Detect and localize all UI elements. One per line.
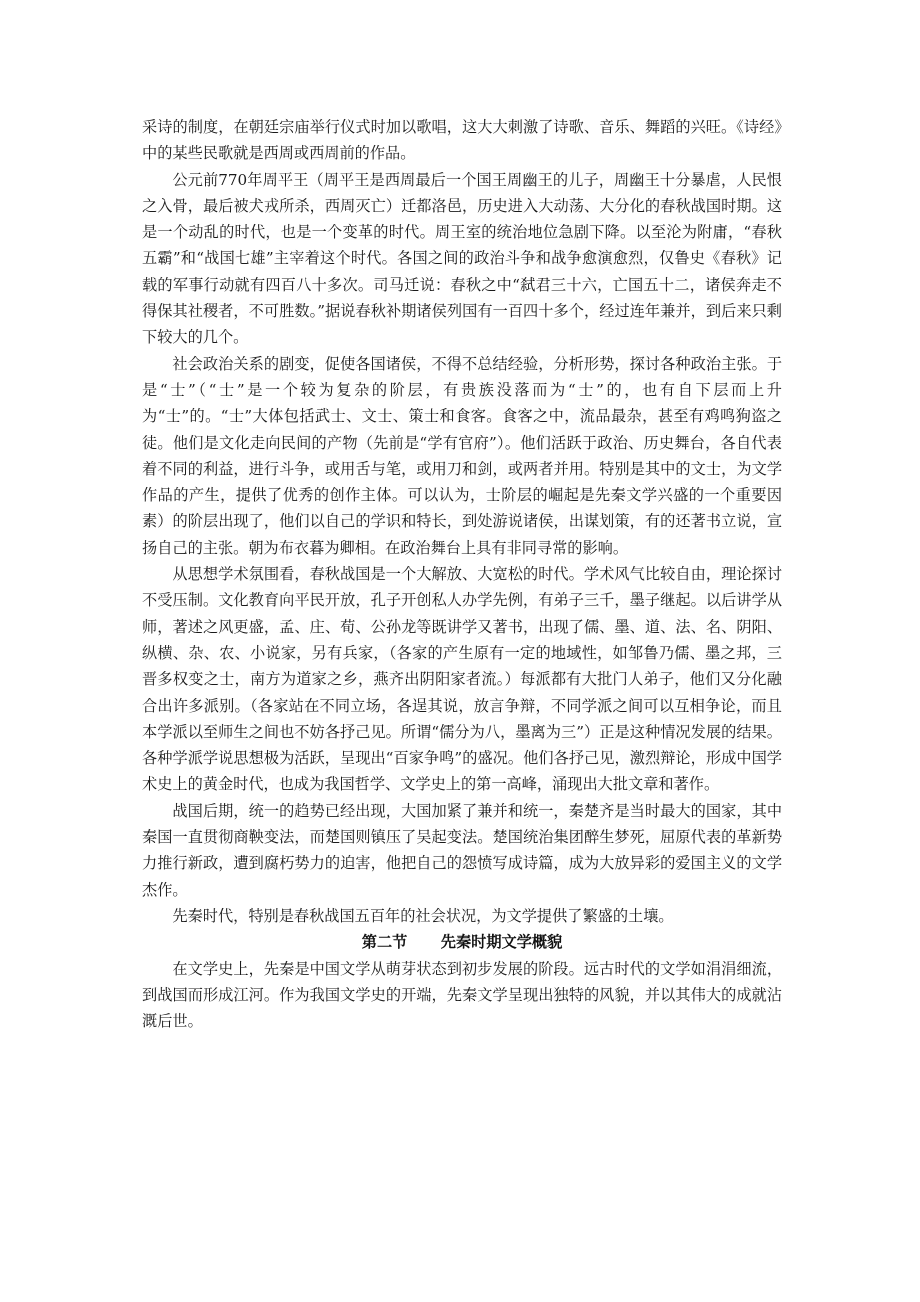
- section-heading: [142, 929, 782, 955]
- section-number: 第二节: [361, 933, 408, 952]
- paragraph-zhou-ping-wang: 公元前770年周平王（周平王是西周最后一个国王周幽王的儿子，周幽王十分暴虐，人民恨之入骨，最后被犬戎所杀，西周灭亡）迁都洛邑，历史进入大动荡、大分化的春秋战国时期。这是一个动乱的时代，也是一个变革的时代。周王室的统治地位急剧下降。以至沦为附庸，“春秋五霸”和“战国七雄”主宰着这个时代。各国之间的政治斗争和战争愈演愈烈，仅鲁史《春秋》记载的军事行动就有四百八十多次。司马迁说：春秋之中“弑君三十六，亡国五十二，诸侯奔走不得保其社稷者，不可胜数。”据说春秋补期诸侯列国有一百四十多个，经过连年兼并，到后来只剩下较大的几个。: [142, 170, 782, 347]
- paragraph-late-warring-states: 战国后期，统一的趋势已经出现，大国加紧了兼并和统一，秦楚齐是当时最大的国家，其中秦国一直贯彻商鞅变法，而楚国则镇压了吴起变法。楚国统治集团醉生梦死，屈原代表的革新势力推行新政，遭到腐朽势力的迫害，他把自己的怨愤写成诗篇，成为大放异彩的爱国主义的文学杰作。: [142, 801, 782, 899]
- paragraph-shi-class: 社会政治关系的剧变，促使各国诸侯，不得不总结经验，分析形势，探讨各种政治主张。于是“士”（“士”是一个较为复杂的阶层，有贵族没落而为“士”的，也有自下层而上升为“士”的。“士”大体包括武士、文士、策士和食客。食客之中，流品最杂，甚至有鸡鸣狗盗之徒。他们是文化走向民间的产物（先前是“学有官府”）。他们活跃于政治、历史舞台，各自代表着不同的利益，进行斗争，或用舌与笔，或用刀和剑，或两者并用。特别是其中的文士，为文学作品的产生，提供了优秀的创作主体。可以认为，士阶层的崛起是先秦文学兴盛的一个重要因素）的阶层出现了，他们以自己的学识和特长，到处游说诸侯，出谋划策，有的还著书立说，宣扬自己的主张。朝为布衣暮为卿相。在政治舞台上具有非同寻常的影响。: [142, 354, 782, 557]
- paragraph-continued: 采诗的制度，在朝廷宗庙举行仪式时加以歌唱，这大大刺激了诗歌、音乐、舞蹈的兴旺。《诗经》中的某些民歌就是西周或西周前的作品。: [142, 118, 782, 163]
- paragraph-summary: 先秦时代，特别是春秋战国五百年的社会状况，为文学提供了繁盛的土壤。: [172, 906, 674, 925]
- paragraph-hundred-schools: 从思想学术氛围看，春秋战国是一个大解放、大宽松的时代。学术风气比较自由，理论探讨不受压制。文化教育向平民开放，孔子开创私人办学先例，有弟子三千，墨子继起。以后讲学从师，著述之风更盛，孟、庄、荀、公孙龙等既讲学又著书，出现了儒、墨、道、法、名、阴阳、纵横、杂、农、小说家，另有兵家，（各家的产生原有一定的地域性，如邹鲁乃儒、墨之邦，三晋多权变之士，南方为道家之乡，燕齐出阴阳家者流。）每派都有大批门人弟子，他们又分化融合出许多派别。（各家站在不同立场，各逞其说，放言争辩，不同学派之间可以互相争论，而且本学派以至师生之间也不妨各抒己见。所谓“儒分为八，墨离为三”）正是这种情况发展的结果。各种学派学说思想极为活跃，呈现出“百家争鸣”的盛况。他们各抒己见，激烈辩论，形成中国学术史上的黄金时代，也成为我国哲学、文学史上的第一高峰，涌现出大批文章和著作。: [142, 565, 782, 794]
- paragraph-overview: 在文学史上，先秦是中国文学从萌芽状态到初步发展的阶段。远古时代的文学如涓涓细流，到战国而形成江河。作为我国文学史的开端，先秦文学呈现出独特的风貌，并以其伟大的成就沾溉后世。: [142, 959, 782, 1031]
- section-title: 先秦时期文学概貌: [440, 933, 563, 952]
- document-page: [142, 114, 782, 1034]
